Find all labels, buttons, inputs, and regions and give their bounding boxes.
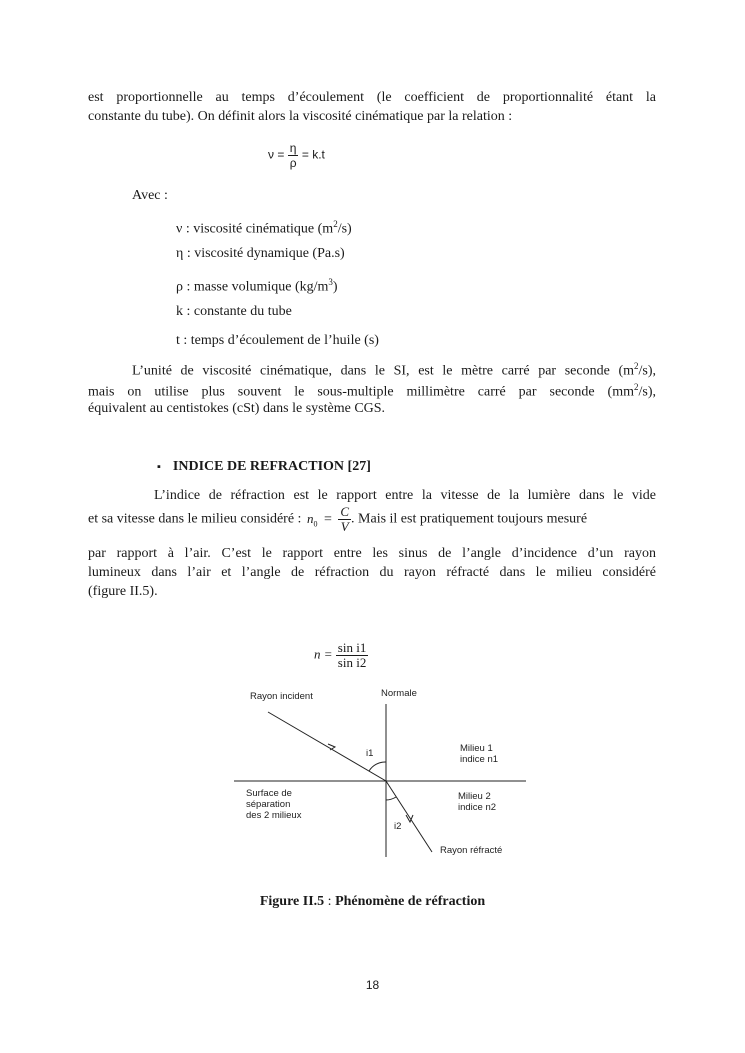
formula-numerator: η — [289, 141, 297, 155]
paragraph-line: par rapport à l’air. C’est le rapport entre les sinus de l’angle d’incidence d’un rayon — [88, 546, 656, 561]
caption-separator: : — [324, 894, 336, 909]
i1-label: i1 — [366, 748, 374, 759]
text-span: L’unité de viscosité cinématique, dans le SI, est le mètre carré par seconde (m — [132, 363, 634, 379]
superscript: 3 — [328, 277, 333, 287]
i2-label: i2 — [394, 821, 402, 832]
formula-rhs: = k.t — [301, 147, 325, 162]
paragraph-line: lumineux dans l’air et l’angle de réfraction du rayon réfracté dans le milieu considéré — [88, 565, 656, 580]
paragraph-line: est proportionnelle au temps d’écoulement (le coefficient de proportionnalité étant la — [88, 90, 656, 105]
milieu1-label: Milieu 1 — [460, 743, 493, 754]
formula-lhs: ν = — [268, 147, 285, 162]
definition-text: ) — [332, 279, 338, 295]
page-number: 18 — [365, 978, 380, 992]
equals-sign: = — [323, 511, 332, 527]
text-span: /s), — [638, 384, 656, 400]
definition-item: η : viscosité dynamique (Pa.s) — [176, 246, 345, 261]
bullet-icon: ▪ — [157, 461, 161, 473]
refracted-ray — [386, 781, 432, 852]
n-letter: n — [306, 510, 314, 526]
rayon-refracte-label: Rayon réfracté — [440, 845, 503, 856]
superscript: 2 — [333, 219, 338, 229]
paragraph-line: (figure II.5). — [88, 584, 158, 599]
surface-label-line2: séparation — [246, 799, 291, 810]
indice-n1-label: indice n1 — [460, 754, 499, 765]
superscript: 2 — [634, 382, 639, 392]
fraction-numerator: C — [340, 504, 350, 519]
indice-n2-label: indice n2 — [458, 802, 497, 813]
angle-i1-arc — [369, 762, 386, 771]
caption-text: Phénomène de réfraction — [335, 894, 486, 909]
definition-item: k : constante du tube — [176, 304, 292, 319]
avec-label: Avec : — [132, 188, 168, 203]
subscript: 0 — [313, 519, 318, 529]
text-span: . Mais il est pratiquement toujours mesuré — [351, 511, 588, 527]
formula-denominator: sin i2 — [337, 655, 367, 670]
figure-caption — [0, 892, 745, 911]
milieu2-label: Milieu 2 — [458, 791, 491, 802]
definition-text: /s) — [337, 221, 352, 237]
definition-text: ρ : masse volumique (kg/m — [176, 279, 329, 295]
section-title: INDICE DE REFRACTION [27] — [172, 459, 371, 474]
paragraph-line: équivalent au centistokes (cSt) dans le système CGS. — [88, 401, 386, 416]
paragraph-line: constante du tube). On définit alors la viscosité cinématique par la relation : — [88, 109, 513, 124]
definition-item: t : temps d’écoulement de l’huile (s) — [176, 333, 379, 348]
definition-text: ν : viscosité cinématique (m — [176, 221, 334, 237]
formula-denominator: ρ — [289, 156, 297, 170]
text-span: mais on utilise plus souvent le sous-multiple millimètre carré par seconde (mm — [88, 384, 634, 400]
surface-label-line3: des 2 milieux — [246, 810, 302, 821]
rayon-incident-label: Rayon incident — [250, 691, 313, 702]
fraction-denominator: V — [340, 519, 349, 534]
formula-numerator: sin i1 — [337, 640, 367, 655]
paragraph-line: L’indice de réfraction est le rapport entre la vitesse de la lumière dans le vide — [154, 488, 656, 503]
text-span: et sa vitesse dans le milieu considéré : — [88, 511, 302, 527]
caption-label: Figure II.5 — [259, 894, 325, 909]
incident-arrow-icon — [328, 744, 335, 750]
incident-ray — [268, 712, 386, 781]
normale-label: Normale — [381, 688, 417, 699]
angle-i2-arc — [386, 797, 396, 800]
surface-label-line1: Surface de — [246, 788, 292, 799]
formula-lhs: n = — [314, 646, 333, 662]
superscript: 2 — [634, 361, 639, 371]
text-span: /s), — [638, 363, 656, 379]
